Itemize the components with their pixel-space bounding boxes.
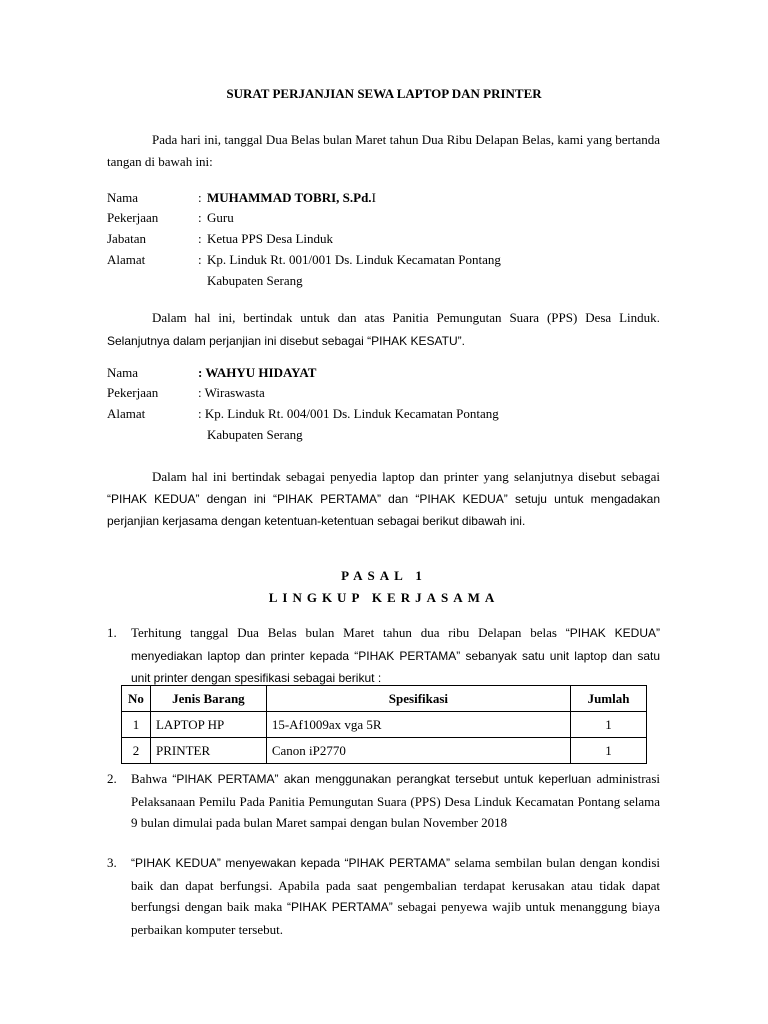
party2-pekerjaan-label: Pekerjaan: [107, 385, 159, 400]
table-row: [122, 712, 647, 738]
party1-alamat-label: Alamat: [107, 252, 146, 267]
list-item-1: [107, 622, 660, 690]
document-title: SURAT PERJANJIAN SEWA LAPTOP DAN PRINTER: [226, 86, 542, 101]
party1-description-text: [107, 307, 660, 352]
table-cell-no: 1: [122, 712, 151, 738]
party2-nama-value: : WAHYU HIDAYAT: [198, 365, 317, 380]
table-header-jenis: Jenis Barang: [150, 686, 266, 712]
table-cell-jumlah: 1: [571, 738, 647, 764]
list-item-2-text-a: Bahwa: [131, 771, 173, 786]
list-item-1-text-a: Terhitung tanggal Dua Belas bulan Maret tahun dua ribu Delapan belas: [131, 625, 566, 640]
party1-nama-value: MUHAMMAD TOBRI, S.Pd.: [207, 190, 372, 205]
list-item-2-text-b: “PIHAK PERTAMA” akan menggunakan perangkat tersebut untuk keperluan: [172, 772, 592, 786]
table-row: [122, 738, 647, 764]
table-cell-spesifikasi: Canon iP2770: [266, 738, 570, 764]
pasal-subtitle: LINGKUP KERJASAMA: [268, 590, 500, 605]
table-cell-spesifikasi: 15-Af1009ax vga 5R: [266, 712, 570, 738]
party1-alamat-line2: Kabupaten Serang: [207, 273, 303, 288]
list-item-2-text-c: administrasi Pelaksanaan Pemilu Pada Panitia Pemungutan Suara (PPS) Desa Linduk Kecamatan Pontang selama 9 bulan dimulai pada bulan Maret sampai dengan bulan November 2018: [131, 771, 660, 830]
specification-table: [121, 685, 647, 764]
list-item-3-text-d: sebagai penyewa wajib untuk menanggung biaya perbaikan komputer tersebut.: [131, 899, 660, 937]
party1-pekerjaan-label: Pekerjaan: [107, 210, 159, 225]
party2-alamat-line2: Kabupaten Serang: [207, 427, 303, 442]
list-item-3-text-b: selama sembilan bulan dengan kondisi baik dan dapat berfungsi. Apabila pada saat pengembalian terdapat kerusakan atau tidak dapat berfungsi dengan baik maka: [131, 855, 660, 914]
party2-nama-label: Nama: [107, 365, 139, 380]
list-item-3: [107, 852, 660, 940]
party1-alamat-line1: Kp. Linduk Rt. 001/001 Ds. Linduk Kecamatan Pontang: [207, 252, 501, 267]
party1-desc-a: Dalam hal ini, bertindak untuk dan atas Panitia Pemungutan Suara (PPS) Desa Linduk: [152, 310, 657, 325]
party1-pekerjaan-colon: :: [198, 210, 202, 225]
list-item-2: [107, 768, 660, 834]
list-item-3-text-a: “PIHAK KEDUA” menyewakan kepada “PIHAK PERTAMA”: [131, 856, 455, 870]
list-item-3-text-c: “PIHAK PERTAMA”: [287, 900, 398, 914]
table-cell-jenis: LAPTOP HP: [150, 712, 266, 738]
party2-desc-a: Dalam hal ini bertindak sebagai penyedia laptop dan printer yang selanjutnya disebut sebagai: [152, 469, 660, 484]
party1-alamat-colon: :: [198, 252, 202, 267]
table-header-no: No: [122, 686, 151, 712]
list-item-1-text-b: “PIHAK KEDUA” menyediakan laptop dan printer kepada “PIHAK PERTAMA” sebanyak satu unit laptop dan satu unit printer dengan spesifikasi sebagai berikut :: [131, 626, 660, 685]
party1-description: [107, 307, 660, 352]
party1-nama-colon: :: [198, 190, 202, 205]
pasal-title: PASAL 1: [341, 568, 427, 583]
list-item-3-body: [131, 852, 660, 940]
party1-jabatan-value: Ketua PPS Desa Linduk: [207, 231, 334, 246]
table-header-jumlah: Jumlah: [571, 686, 647, 712]
party1-jabatan-label: Jabatan: [107, 231, 146, 246]
party2-alamat-label: Alamat: [107, 406, 146, 421]
list-item-1-body: [131, 622, 660, 690]
party2-desc-b: “PIHAK KEDUA” dengan ini “PIHAK PERTAMA” dan “PIHAK KEDUA” setuju untuk mengadakan perjanjian kerjasama dengan ketentuan-ketentuan sebagai berikut dibawah ini.: [107, 491, 660, 528]
party1-jabatan-colon: :: [198, 231, 202, 246]
party1-nama-label: Nama: [107, 190, 139, 205]
party1-pekerjaan-value: Guru: [207, 210, 234, 225]
party1-nama-suffix: I: [371, 190, 376, 205]
party2-description: [107, 466, 660, 533]
party2-description-text: [107, 466, 660, 533]
table-cell-jumlah: 1: [571, 712, 647, 738]
intro-text: Pada hari ini, tanggal Dua Belas bulan Maret tahun Dua Ribu Delapan Belas, kami yang bertanda tangan di bawah ini:: [107, 132, 660, 169]
party1-nama-value-wrap: [207, 188, 376, 208]
party2-alamat-line1: : Kp. Linduk Rt. 004/001 Ds. Linduk Kecamatan Pontang: [198, 406, 499, 421]
table-cell-no: 2: [122, 738, 151, 764]
table-header-row: [122, 686, 647, 712]
list-item-2-body: [131, 768, 660, 834]
intro-paragraph: [107, 129, 660, 172]
table-header-spesifikasi: Spesifikasi: [266, 686, 570, 712]
list-item-3-number: 3.: [107, 855, 117, 870]
table-cell-jenis: PRINTER: [150, 738, 266, 764]
party1-desc-b: . Selanjutnya dalam perjanjian ini disebut sebagai “PIHAK KESATU”.: [107, 311, 660, 348]
list-item-2-number: 2.: [107, 771, 117, 786]
list-item-1-number: 1.: [107, 625, 117, 640]
party2-pekerjaan-value: : Wiraswasta: [198, 385, 265, 400]
